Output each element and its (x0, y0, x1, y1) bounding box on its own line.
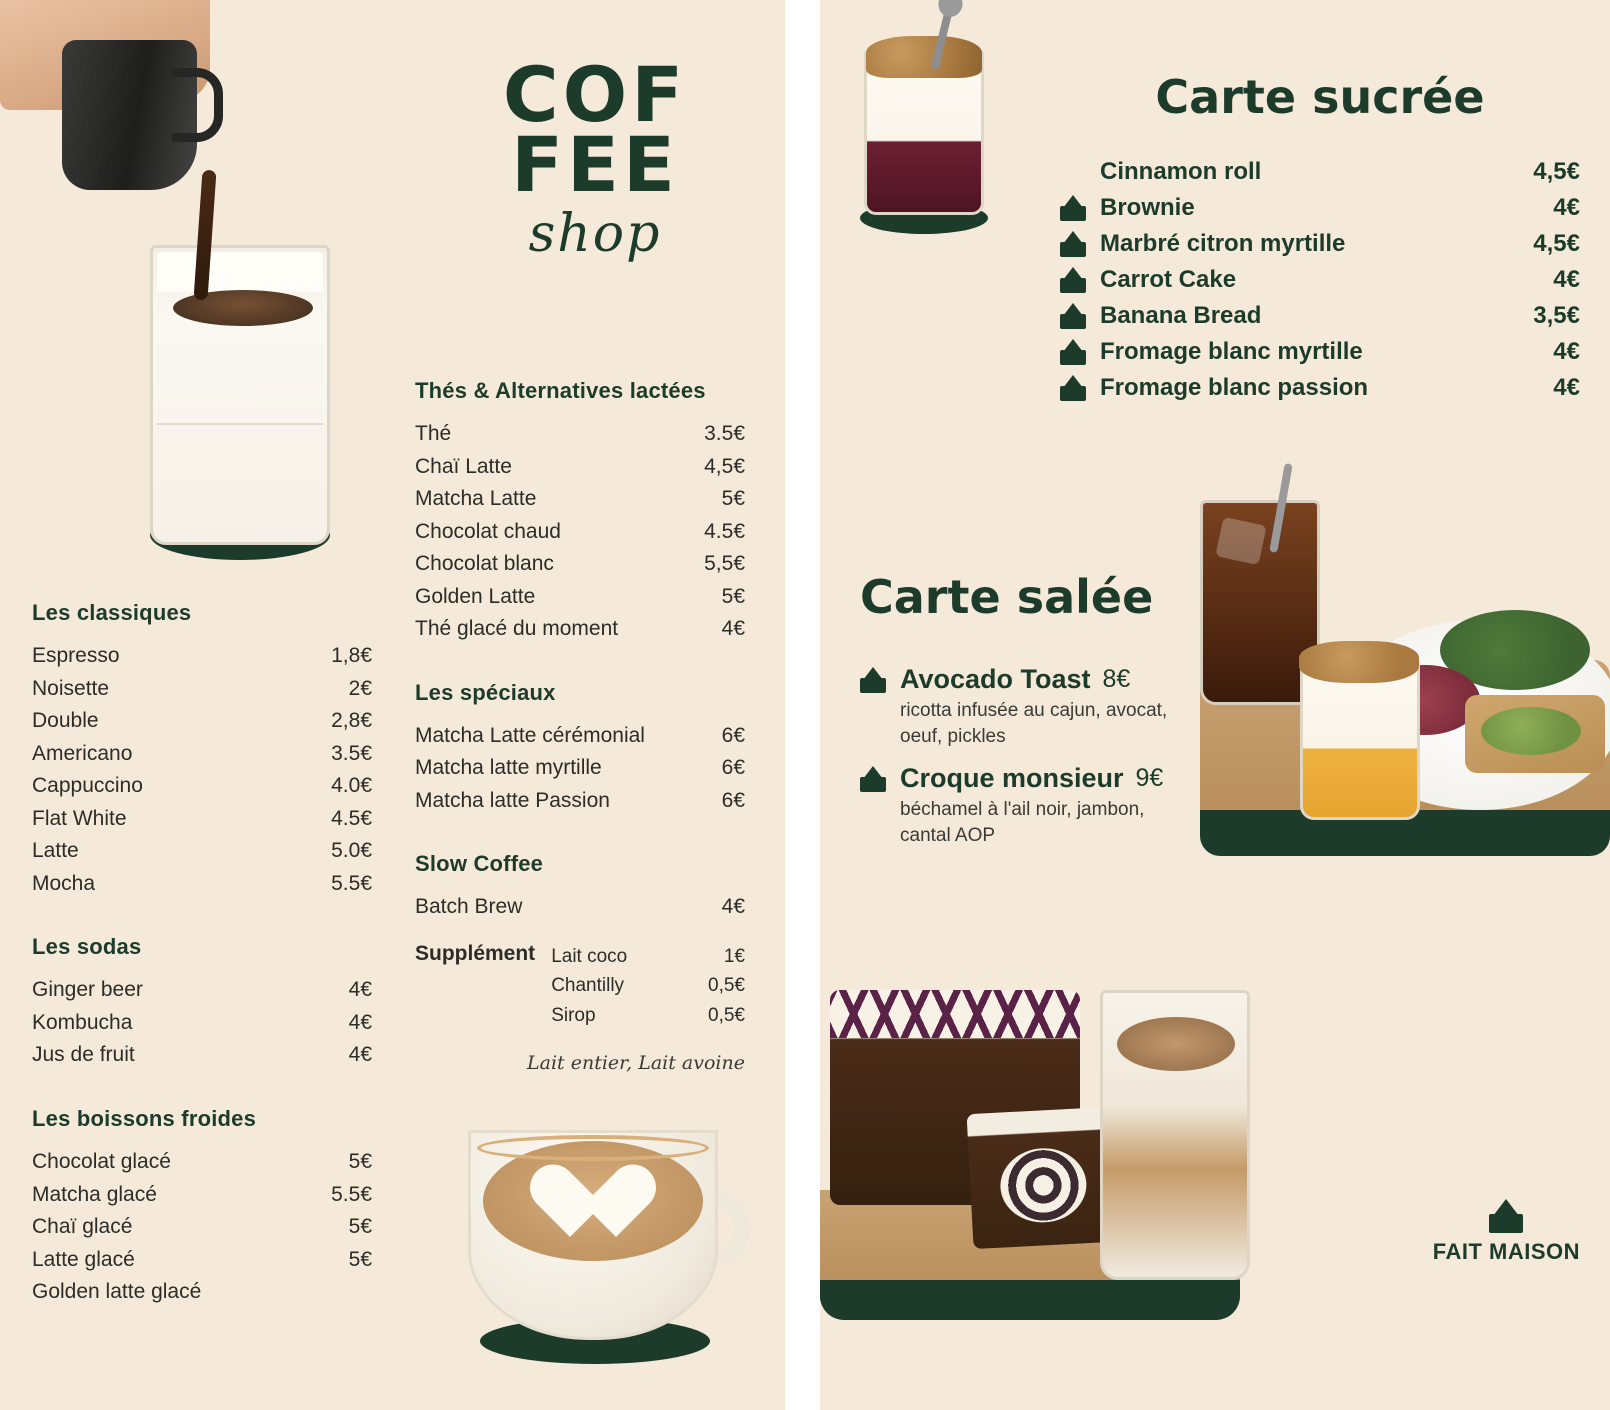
item-name: Chocolat blanc (415, 552, 554, 576)
sweet-menu-block (1060, 70, 1580, 410)
menu-item (32, 1211, 372, 1244)
supplement-item (551, 971, 745, 1000)
left-menu-panel (0, 0, 785, 1410)
item-price: 4,5€ (1533, 158, 1580, 185)
item-name: Cappuccino (32, 774, 143, 798)
latte-art-heart (547, 1167, 639, 1247)
item-name: Cinnamon roll (1100, 158, 1262, 185)
section-classiques (32, 600, 372, 900)
section-title-boissons-froides: Les boissons froides (32, 1106, 257, 1132)
brand-line-1: COF (502, 50, 688, 139)
fait-maison-legend (1433, 1199, 1580, 1265)
yogurt-parfait-photo (840, 10, 1020, 240)
menu-item (32, 835, 372, 868)
item-name: Avocado Toast (900, 664, 1091, 694)
sweet-item (1060, 194, 1580, 222)
house-icon (1060, 267, 1086, 293)
menu-item (32, 868, 372, 901)
house-icon (1060, 375, 1086, 401)
menu-item (32, 640, 372, 673)
item-price: 4€ (1553, 338, 1580, 365)
page-gutter (785, 0, 820, 1410)
menu-item (415, 752, 745, 785)
iced-latte-glass (1100, 990, 1250, 1280)
marble-cake-photo (820, 960, 1240, 1360)
item-name: Thé glacé du moment (415, 617, 619, 641)
item-price: 2,8€ (331, 709, 372, 733)
menu-item (32, 1039, 372, 1072)
brand-subtitle: shop (528, 203, 662, 264)
granola-topping (866, 36, 982, 78)
item-name: Banana Bread (1100, 302, 1262, 329)
list-thes (415, 418, 745, 646)
milk-foam (157, 252, 323, 292)
item-name: Matcha latte Passion (415, 788, 610, 812)
item-price: 5.5€ (331, 871, 372, 895)
house-icon (1060, 231, 1086, 257)
section-thes (415, 378, 745, 646)
item-price: 4€ (348, 1010, 372, 1034)
house-icon (1060, 303, 1086, 329)
item-name: Fromage blanc myrtille (1100, 338, 1363, 365)
section-slow-coffee (415, 851, 745, 924)
parfait-glass-2 (1300, 660, 1420, 820)
latte-glass (150, 245, 330, 545)
item-name: Latte glacé (32, 1247, 135, 1271)
brand-logo (470, 50, 720, 264)
item-name: Latte (32, 839, 79, 863)
menu-item (415, 785, 745, 818)
item-price: 9€ (1135, 764, 1164, 793)
item-name: Golden latte glacé (32, 1280, 202, 1304)
item-price: 4€ (1553, 194, 1580, 221)
ice-cube (1215, 517, 1266, 565)
menu-item (415, 581, 745, 614)
menu-item (415, 891, 745, 924)
item-name: Americano (32, 741, 133, 765)
item-price: 5,5€ (704, 552, 745, 576)
item-price: 5€ (348, 1215, 372, 1239)
menu-item (32, 803, 372, 836)
item-name: Jus de fruit (32, 1043, 135, 1067)
item-price: 6€ (721, 788, 745, 812)
house-icon (1489, 1199, 1523, 1233)
milk-options-note: Lait entier, Lait avoine (527, 1052, 745, 1075)
item-price: 4€ (721, 617, 745, 641)
item-price: 3.5€ (331, 741, 372, 765)
supplement-list (551, 942, 745, 1030)
avocado-toast (1465, 695, 1605, 773)
glass-ring (157, 423, 323, 425)
item-price: 5€ (348, 1247, 372, 1271)
menu-item (415, 548, 745, 581)
menu-item (32, 1276, 372, 1309)
item-name: Sirop (551, 1004, 596, 1026)
item-name: Ginger beer (32, 978, 143, 1002)
menu-item (32, 1007, 372, 1040)
menu-item (415, 516, 745, 549)
salty-item (860, 664, 1220, 749)
item-price: 0,5€ (708, 975, 745, 997)
sweet-item (1060, 266, 1580, 294)
item-name: Thé (415, 422, 452, 445)
list-speciaux (415, 720, 745, 818)
item-name: Chocolat glacé (32, 1150, 171, 1174)
section-boissons-froides (32, 1106, 372, 1309)
item-name: Double (32, 709, 99, 733)
item-name: Batch Brew (415, 895, 523, 919)
item-price: 5€ (721, 584, 745, 608)
list-slow-coffee (415, 891, 745, 924)
item-price: 1€ (723, 946, 745, 968)
board-shadow-2 (820, 1280, 1240, 1320)
house-icon (860, 667, 886, 693)
cappuccino-photo (450, 1120, 750, 1370)
brand-line-2: FEE (511, 119, 679, 209)
cup-rim (477, 1135, 709, 1161)
item-price: 4,5€ (1533, 230, 1580, 257)
item-price: 0,5€ (708, 1004, 745, 1026)
item-name: Croque monsieur (900, 763, 1124, 794)
blueberry-drizzle (830, 990, 1080, 1038)
sweet-item (1060, 374, 1580, 402)
left-column-b (415, 378, 745, 1074)
item-name: Mocha (32, 871, 96, 895)
item-name: Matcha Latte cérémonial (415, 723, 645, 747)
section-speciaux (415, 680, 745, 818)
item-price: 4€ (721, 895, 745, 919)
item-name: Flat White (32, 806, 127, 830)
item-price: 1,8€ (331, 644, 372, 667)
item-price: 4.5€ (704, 519, 745, 543)
list-boissons-froides (32, 1146, 372, 1309)
salty-item-head (860, 763, 1220, 794)
item-name: Golden Latte (415, 584, 536, 608)
item-name: Espresso (32, 644, 120, 667)
item-price: 3.5€ (704, 422, 745, 445)
item-price: 4€ (1553, 374, 1580, 401)
section-supplement (415, 942, 745, 1030)
menu-item (32, 673, 372, 706)
item-name: Chaï glacé (32, 1215, 133, 1239)
menu-item (32, 974, 372, 1007)
straw (1269, 463, 1293, 553)
item-price: 8€ (1102, 665, 1131, 693)
house-icon (1060, 195, 1086, 221)
section-title-sodas: Les sodas (32, 934, 142, 960)
salty-menu-block (860, 570, 1220, 863)
menu-item (32, 738, 372, 771)
salty-item-head (860, 664, 1220, 695)
item-price: 6€ (721, 756, 745, 780)
sweet-menu-title: Carte sucrée (1155, 70, 1485, 124)
item-description: ricotta infusée au cajun, avocat, oeuf, pickles (900, 700, 1168, 747)
item-price: 4,5€ (704, 454, 745, 478)
cake-swirl (999, 1146, 1089, 1224)
supplement-item (551, 942, 745, 971)
item-price: 5€ (721, 487, 745, 511)
item-price: 4€ (1553, 266, 1580, 293)
house-icon (860, 766, 886, 792)
item-name: Fromage blanc passion (1100, 374, 1369, 401)
sweet-item (1060, 302, 1580, 330)
menu-item (415, 418, 745, 451)
supplement-label: Supplément (415, 942, 536, 966)
item-name: Chocolat chaud (415, 519, 561, 543)
left-column-a (32, 600, 372, 1343)
section-sodas (32, 934, 372, 1072)
section-title-speciaux: Les spéciaux (415, 679, 556, 705)
salty-menu-title: Carte salée (860, 570, 1154, 624)
menu-item (32, 1179, 372, 1212)
item-name: Matcha Latte (415, 487, 537, 511)
coffee-pitcher (62, 40, 197, 190)
item-price: 4.0€ (331, 774, 372, 798)
item-name: Carrot Cake (1100, 266, 1237, 293)
item-name: Matcha latte myrtille (415, 756, 602, 780)
house-icon (1060, 339, 1086, 365)
item-description: béchamel à l'ail noir, jambon, cantal AOP (900, 799, 1145, 846)
item-price: 5.5€ (331, 1182, 372, 1206)
sweet-item (1060, 230, 1580, 258)
menu-item (415, 483, 745, 516)
item-name: Chaï Latte (415, 454, 512, 478)
sweet-item (1060, 338, 1580, 366)
pouring-coffee-photo (0, 0, 360, 580)
menu-item (32, 1244, 372, 1277)
menu-item (32, 770, 372, 803)
salty-item (860, 763, 1220, 848)
section-title-thes: Thés & Alternatives lactées (415, 378, 706, 403)
menu-item (415, 720, 745, 753)
item-name: Noisette (32, 676, 110, 700)
item-price: 4€ (348, 978, 372, 1002)
list-classiques (32, 640, 372, 900)
section-title-classiques: Les classiques (32, 600, 192, 625)
item-price: 4.5€ (331, 806, 372, 830)
sweet-item (1060, 158, 1580, 186)
granola-topping-2 (1299, 641, 1419, 683)
item-name: Matcha glacé (32, 1182, 157, 1206)
right-menu-panel (820, 0, 1610, 1410)
menu-item (32, 1146, 372, 1179)
menu-item (415, 613, 745, 646)
brunch-plate-photo (1190, 470, 1610, 900)
item-price: 2€ (348, 676, 372, 700)
item-price: 5.0€ (331, 839, 372, 863)
item-name: Lait coco (551, 946, 628, 968)
avocado (1481, 707, 1581, 755)
menu-item (32, 705, 372, 738)
iced-latte-swirl (1117, 1017, 1235, 1071)
menu-item (415, 451, 745, 484)
item-name: Brownie (1100, 194, 1195, 221)
supplement-item (551, 1001, 745, 1030)
item-price: 3,5€ (1533, 302, 1580, 329)
fait-maison-label: FAIT MAISON (1432, 1239, 1580, 1264)
list-sodas (32, 974, 372, 1072)
item-name: Marbré citron myrtille (1100, 230, 1346, 257)
item-name: Kombucha (32, 1010, 133, 1034)
item-price: 6€ (721, 723, 745, 747)
section-title-slow-coffee: Slow Coffee (415, 851, 544, 877)
item-price: 4€ (348, 1043, 372, 1067)
cup-body (468, 1130, 718, 1340)
item-price: 5€ (348, 1150, 372, 1174)
item-name: Chantilly (551, 975, 625, 997)
